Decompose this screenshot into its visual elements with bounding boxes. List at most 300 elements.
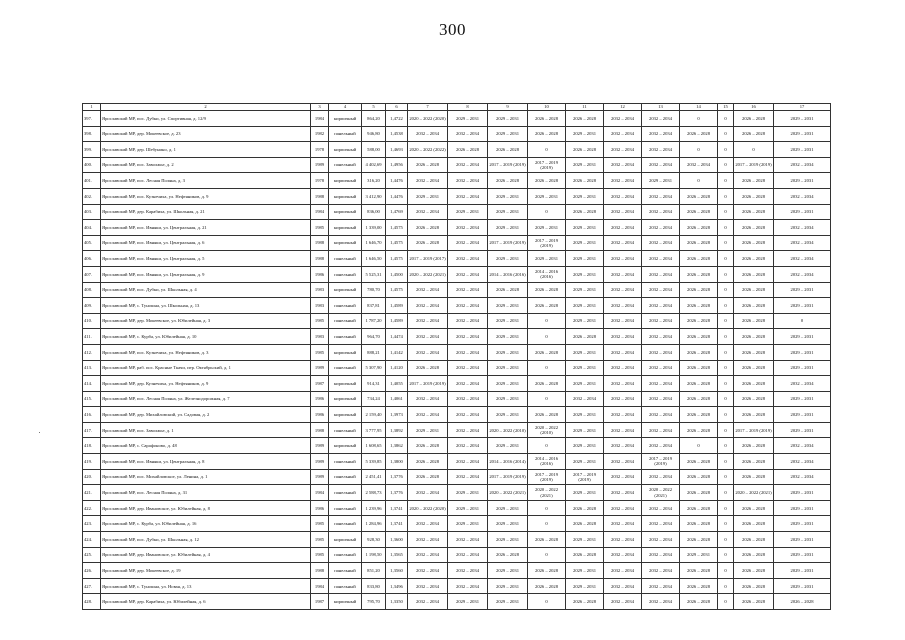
table-cell: 2032 – 2034 (604, 422, 642, 438)
table-cell: 2032 – 2034 (448, 578, 488, 594)
table-cell: 2026 – 2028 (774, 594, 831, 610)
table-cell: 2032 – 2034 (408, 407, 448, 423)
table-cell: 2032 – 2034 (642, 298, 680, 314)
table-cell: 2032 – 2034 (448, 173, 488, 189)
table-cell: 2029 – 2031 (566, 251, 604, 267)
table-cell: 2032 – 2034 (774, 454, 831, 470)
table-cell: 2026 – 2028 (680, 563, 718, 579)
table-cell: Ярославский МР, с. Курба, ул. Юбилейная, д. 16 (101, 516, 311, 532)
table-cell: 424. (83, 532, 101, 548)
table-cell: 3 777,95 (362, 422, 386, 438)
table-cell: 2026 – 2028 (408, 235, 448, 251)
table-cell: 417. (83, 422, 101, 438)
table-cell: 1987 (311, 594, 329, 610)
table-cell: 2032 – 2034 (448, 360, 488, 376)
table-cell: 914,31 (362, 376, 386, 392)
table-cell: 2032 – 2034 (448, 547, 488, 563)
table-cell: 2029 – 2031 (488, 251, 528, 267)
table-cell: 2032 – 2034 (642, 157, 680, 173)
table-cell: 397. (83, 111, 101, 127)
table-cell: 2026 – 2028 (680, 594, 718, 610)
table-cell: 1984 (311, 578, 329, 594)
table-cell: 420. (83, 469, 101, 485)
table-cell: 833,80 (362, 578, 386, 594)
table-cell: 734,24 (362, 391, 386, 407)
table-cell: 414. (83, 376, 101, 392)
table-cell: 2026 – 2028 (734, 391, 774, 407)
table-cell: 1,4538 (386, 126, 408, 142)
table-cell: 0 (528, 500, 566, 516)
table-cell: 2029 – 2031 (528, 251, 566, 267)
table-cell: 2026 – 2028 (680, 235, 718, 251)
table-cell: кирпичный (329, 376, 362, 392)
table-cell: 0 (774, 313, 831, 329)
table-cell: 0 (718, 298, 734, 314)
table-cell: 2029 – 2031 (566, 376, 604, 392)
table-cell: 2029 – 2031 (488, 126, 528, 142)
table-cell: 2029 – 2031 (488, 344, 528, 360)
table-cell: 0 (718, 111, 734, 127)
table-cell: 2029 – 2031 (488, 376, 528, 392)
table-cell: 5 339,85 (362, 454, 386, 470)
table-cell: 2014 – 2016 (2014) (488, 454, 528, 470)
table-cell: 4 402,69 (362, 157, 386, 173)
column-number: 5 (362, 104, 386, 111)
table-cell: 2032 – 2034 (604, 266, 642, 282)
table-cell: 2032 – 2034 (604, 111, 642, 127)
table-cell: 2029 – 2031 (774, 407, 831, 423)
table-cell: 2026 – 2028 (566, 594, 604, 610)
table-cell: Ярославский МР, дер. Мокеевское, ул. Юбилейная, д. 3 (101, 313, 311, 329)
table-cell: 2026 – 2028 (680, 298, 718, 314)
table-cell: 1983 (311, 298, 329, 314)
table-cell: 1 646,70 (362, 235, 386, 251)
table-cell: 1989 (311, 454, 329, 470)
table-row (83, 313, 831, 329)
table-cell: 2032 – 2034 (604, 313, 642, 329)
table-row (83, 344, 831, 360)
table-cell: 2026 – 2028 (680, 251, 718, 267)
table-cell: 2026 – 2028 (408, 360, 448, 376)
table-cell: 2029 – 2031 (448, 594, 488, 610)
table-cell: панельный (329, 485, 362, 501)
table-row (83, 266, 831, 282)
table-row (83, 532, 831, 548)
table-cell: 2026 – 2028 (528, 344, 566, 360)
table-cell: 2026 – 2028 (488, 173, 528, 189)
table-cell: 2026 – 2028 (528, 563, 566, 579)
table-cell: 2026 – 2028 (680, 532, 718, 548)
table-cell: Ярославский МР, пос. Заволжье, д. 2 (101, 157, 311, 173)
table-cell: 2032 – 2034 (642, 204, 680, 220)
table-cell: 2032 – 2034 (604, 126, 642, 142)
table-cell: 1,3496 (386, 578, 408, 594)
table-cell: 0 (680, 142, 718, 158)
table-cell: Ярославский МР, дер. Карабиха, ул. Школьная, д. 21 (101, 204, 311, 220)
table-cell: 0 (718, 407, 734, 423)
table-cell: Ярославский МР, пос. Ивняки, ул. Центральная, д. 5 (101, 251, 311, 267)
table-cell: 2026 – 2028 (408, 157, 448, 173)
table-cell: 2026 – 2028 (528, 111, 566, 127)
table-cell: 1,4575 (386, 251, 408, 267)
table-cell: 2026 – 2028 (680, 500, 718, 516)
table-cell: 2014 – 2016 (2016) (528, 266, 566, 282)
table-cell: 1,3973 (386, 407, 408, 423)
table-cell: 428. (83, 594, 101, 610)
table-cell: 2026 – 2028 (734, 111, 774, 127)
table-cell: 2032 – 2034 (604, 360, 642, 376)
table-cell: 2029 – 2031 (774, 563, 831, 579)
table-cell: 2026 – 2028 (734, 516, 774, 532)
table-cell: 2032 – 2034 (448, 407, 488, 423)
table-cell: 2032 – 2034 (774, 438, 831, 454)
table-cell: панельный (329, 298, 362, 314)
table-cell: 421. (83, 485, 101, 501)
table-cell: 2029 – 2031 (488, 329, 528, 345)
table-cell: 2032 – 2034 (774, 235, 831, 251)
table-cell: 2029 – 2031 (566, 235, 604, 251)
table-cell: 2032 – 2034 (642, 220, 680, 236)
table-cell: 0 (718, 142, 734, 158)
column-number-row (83, 104, 831, 111)
table-cell: 2026 – 2028 (734, 298, 774, 314)
table-cell: 0 (718, 220, 734, 236)
table-cell: Ярославский МР, дер. Мокеевское, д. 23 (101, 126, 311, 142)
table-cell: панельный (329, 266, 362, 282)
table-cell: 2032 – 2034 (642, 266, 680, 282)
table-cell: 2029 – 2031 (774, 500, 831, 516)
table-cell: Ярославский МР, с. Курба, ул. Юбилейная, д. 10 (101, 329, 311, 345)
table-cell: 2032 – 2034 (642, 469, 680, 485)
table-cell: Ярославский МР, пос. Михайловское, ул. Ленина, д. 1 (101, 469, 311, 485)
table-cell: 2029 – 2031 (448, 204, 488, 220)
table-cell: 2029 – 2031 (448, 516, 488, 532)
table-cell: 0 (718, 313, 734, 329)
table-cell: 2032 – 2034 (774, 251, 831, 267)
table-cell: 2032 – 2034 (408, 594, 448, 610)
table-cell: 1,4575 (386, 235, 408, 251)
table-cell: 2029 – 2031 (566, 454, 604, 470)
table-cell: 2029 – 2031 (566, 563, 604, 579)
table-cell: 2026 – 2028 (734, 329, 774, 345)
table-cell: 2032 – 2034 (408, 313, 448, 329)
table-cell: 2026 – 2028 (680, 454, 718, 470)
table-cell: 2026 – 2028 (680, 485, 718, 501)
table-cell: 2020 – 2022 (2021) (408, 266, 448, 282)
table-cell: 2026 – 2028 (680, 188, 718, 204)
table-cell: 2029 – 2031 (488, 563, 528, 579)
column-number: 6 (386, 104, 408, 111)
table-cell: 2029 – 2031 (448, 111, 488, 127)
table-cell: 2 588,73 (362, 485, 386, 501)
table-cell: 426. (83, 563, 101, 579)
table-cell: 0 (718, 516, 734, 532)
table-cell: 0 (718, 251, 734, 267)
table-cell: кирпичный (329, 344, 362, 360)
table-cell: 2026 – 2028 (680, 126, 718, 142)
table-cell: 2032 – 2034 (408, 282, 448, 298)
table-cell: 2032 – 2034 (408, 391, 448, 407)
table-row (83, 235, 831, 251)
table-cell: 2032 – 2034 (448, 391, 488, 407)
table-row (83, 126, 831, 142)
table-cell: 2026 – 2028 (734, 500, 774, 516)
column-number: 1 (83, 104, 101, 111)
table-cell: кирпичный (329, 173, 362, 189)
table-cell: 2032 – 2034 (448, 188, 488, 204)
table-cell: 405. (83, 235, 101, 251)
table-cell: 1,3350 (386, 594, 408, 610)
table-cell: 2032 – 2034 (642, 329, 680, 345)
table-cell: 2026 – 2028 (680, 220, 718, 236)
table-row (83, 173, 831, 189)
table-cell: 2026 – 2028 (680, 313, 718, 329)
table-cell: 1,3892 (386, 422, 408, 438)
table-cell: 2029 – 2031 (566, 157, 604, 173)
table-cell: 1988 (311, 422, 329, 438)
table-row (83, 376, 831, 392)
table-cell: панельный (329, 500, 362, 516)
table-cell: 2032 – 2034 (408, 516, 448, 532)
table-cell: 1,4956 (386, 157, 408, 173)
table-cell: 2026 – 2028 (734, 438, 774, 454)
table-cell: 1989 (311, 438, 329, 454)
table-cell: 2029 – 2031 (488, 532, 528, 548)
table-cell: 0 (680, 111, 718, 127)
table-cell: 2032 – 2034 (642, 142, 680, 158)
table-cell: 2032 – 2034 (604, 188, 642, 204)
table-cell: Ярославский МР, пос. Ивняки, ул. Центральная, д. 6 (101, 235, 311, 251)
table-cell: 2026 – 2028 (528, 173, 566, 189)
table-cell: 2029 – 2031 (774, 391, 831, 407)
table-cell: 2032 – 2034 (642, 532, 680, 548)
table-cell: 400. (83, 157, 101, 173)
table-cell: 2026 – 2028 (448, 142, 488, 158)
table-cell: 1,3862 (386, 438, 408, 454)
table-cell: 2029 – 2031 (566, 422, 604, 438)
table-cell: 2029 – 2031 (774, 516, 831, 532)
table-cell: 2032 – 2034 (604, 469, 642, 485)
table-cell: 1985 (311, 220, 329, 236)
table-cell: 2029 – 2031 (488, 204, 528, 220)
table-cell: 2029 – 2031 (408, 188, 448, 204)
table-cell: 1 239,96 (362, 500, 386, 516)
table-cell: 418. (83, 438, 101, 454)
table-cell: 0 (718, 360, 734, 376)
table-cell: Ярославский МР, дер. Карабиха, ул. Юбилейная, д. 6 (101, 594, 311, 610)
table-cell: 0 (528, 438, 566, 454)
table-cell: 928,30 (362, 532, 386, 548)
table-cell: 2032 – 2034 (448, 235, 488, 251)
table-cell: 2026 – 2028 (680, 578, 718, 594)
table-cell: 0 (528, 329, 566, 345)
table-cell: 2032 – 2034 (408, 126, 448, 142)
table-cell: 2026 – 2028 (528, 532, 566, 548)
table-cell: 1,3741 (386, 516, 408, 532)
table-cell: 964,70 (362, 329, 386, 345)
table-cell: 0 (718, 235, 734, 251)
table-cell: панельный (329, 360, 362, 376)
table-cell: 2032 – 2034 (642, 578, 680, 594)
table-cell: 0 (718, 438, 734, 454)
table-cell: 2026 – 2028 (734, 204, 774, 220)
table-cell: 1988 (311, 563, 329, 579)
table-row (83, 360, 831, 376)
table-cell: 2032 – 2034 (604, 204, 642, 220)
table-cell: 2032 – 2034 (642, 547, 680, 563)
table-cell: 2032 – 2034 (408, 173, 448, 189)
table-cell: 2026 – 2028 (734, 266, 774, 282)
table-cell: 2026 – 2028 (680, 391, 718, 407)
table-row (83, 298, 831, 314)
table-cell: 1983 (311, 282, 329, 298)
table-cell: 0 (718, 126, 734, 142)
table-cell: 1989 (311, 469, 329, 485)
table-cell: 2017 – 2019 (2017) (408, 251, 448, 267)
table-cell: 422. (83, 500, 101, 516)
table-row (83, 594, 831, 610)
table-cell: кирпичный (329, 532, 362, 548)
table-cell: Ярославский МР, дер. Мокеевское, д. 19 (101, 563, 311, 579)
table-cell: 1989 (311, 360, 329, 376)
table-cell: 1988 (311, 235, 329, 251)
table-cell: 1,4575 (386, 282, 408, 298)
table-cell: 2029 – 2031 (448, 500, 488, 516)
table-cell: Ярославский МР, дер. Шебунино, д. 1 (101, 142, 311, 158)
table-cell: Ярославский МР, пос. Дубки, ул. Школьная, д. 4 (101, 282, 311, 298)
table-cell: 427. (83, 578, 101, 594)
table-row (83, 282, 831, 298)
table-cell: кирпичный (329, 438, 362, 454)
table-cell: 1,3565 (386, 547, 408, 563)
table-cell: 2029 – 2031 (774, 578, 831, 594)
table-cell: 398. (83, 126, 101, 142)
table-cell: панельный (329, 251, 362, 267)
table-cell: 2032 – 2034 (448, 422, 488, 438)
table-cell: 412. (83, 344, 101, 360)
table-cell: 2032 – 2034 (408, 204, 448, 220)
table-cell: 2029 – 2031 (774, 126, 831, 142)
table-cell: 1984 (311, 204, 329, 220)
table-cell: 2026 – 2028 (680, 282, 718, 298)
table-cell: 1,4061 (386, 391, 408, 407)
table-cell: 404. (83, 220, 101, 236)
table-cell: 0 (528, 142, 566, 158)
table-cell: 2 451,41 (362, 469, 386, 485)
table-cell: 2032 – 2034 (774, 188, 831, 204)
table-cell: 1989 (311, 157, 329, 173)
table-cell: 2032 – 2034 (408, 344, 448, 360)
table-cell: 0 (718, 469, 734, 485)
housing-register-table (82, 103, 831, 610)
table-cell: Ярославский МР, пос. Дубки, ул. Школьная, д. 12 (101, 532, 311, 548)
table-cell: панельный (329, 469, 362, 485)
table-cell: 2032 – 2034 (604, 516, 642, 532)
table-cell: 2032 – 2034 (448, 282, 488, 298)
table-cell: 2020 – 2022 (2021) (642, 485, 680, 501)
table-cell: 2032 – 2034 (448, 126, 488, 142)
table-cell: 2032 – 2034 (642, 126, 680, 142)
table-cell: 2029 – 2031 (566, 282, 604, 298)
table-cell: 2026 – 2028 (566, 516, 604, 532)
table-cell: 1,4769 (386, 204, 408, 220)
table-cell: панельный (329, 329, 362, 345)
table-cell: 2029 – 2031 (566, 407, 604, 423)
table-cell: 2020 – 2022 (2020) (408, 111, 448, 127)
table-cell: кирпичный (329, 391, 362, 407)
table-cell: 2026 – 2028 (566, 500, 604, 516)
table-row (83, 407, 831, 423)
table-cell: 0 (528, 204, 566, 220)
table-cell: кирпичный (329, 220, 362, 236)
table-cell: 2026 – 2028 (734, 578, 774, 594)
table-cell: 2029 – 2031 (774, 142, 831, 158)
table-cell: 2020 – 2022 (2022) (408, 142, 448, 158)
table-cell: 2032 – 2034 (604, 438, 642, 454)
table-cell: 2026 – 2028 (680, 422, 718, 438)
table-cell: 1 646,50 (362, 251, 386, 267)
table-cell: 2032 – 2034 (448, 469, 488, 485)
table-cell: 2032 – 2034 (604, 142, 642, 158)
table-cell: 2032 – 2034 (774, 220, 831, 236)
table-cell: 2029 – 2031 (488, 391, 528, 407)
table-cell: 0 (718, 376, 734, 392)
table-cell: 2026 – 2028 (734, 407, 774, 423)
table-cell: 2017 – 2019 (2019) (488, 235, 528, 251)
table-cell: 0 (718, 157, 734, 173)
table-row (83, 485, 831, 501)
table-cell: 0 (680, 438, 718, 454)
table-cell: кирпичный (329, 407, 362, 423)
table-cell: 2026 – 2028 (734, 220, 774, 236)
table-cell: 2032 – 2034 (566, 391, 604, 407)
table-cell: панельный (329, 126, 362, 142)
table-cell: 2026 – 2028 (734, 313, 774, 329)
table-cell: 2017 – 2019 (2019) (528, 157, 566, 173)
table-cell: 1,4055 (386, 376, 408, 392)
table-cell: 2029 – 2031 (642, 173, 680, 189)
column-number: 11 (566, 104, 604, 111)
table-cell: 2032 – 2034 (408, 547, 448, 563)
table-cell: 2026 – 2028 (566, 329, 604, 345)
table-cell: 2029 – 2031 (566, 313, 604, 329)
table-cell: 2032 – 2034 (604, 220, 642, 236)
table-cell: 2032 – 2034 (604, 547, 642, 563)
table-cell: 2029 – 2031 (774, 329, 831, 345)
page-number: 300 (439, 20, 466, 39)
table-cell: 2026 – 2028 (734, 235, 774, 251)
table-cell: 1,4589 (386, 313, 408, 329)
table-cell: Ярославский МР, дер. Кузнечиха, ул. Нефтяников, д. 9 (101, 376, 311, 392)
table-cell: 2032 – 2034 (448, 313, 488, 329)
table-cell: 2029 – 2031 (774, 298, 831, 314)
table-cell: 2032 – 2034 (604, 282, 642, 298)
column-number: 8 (448, 104, 488, 111)
table-cell: 2029 – 2031 (566, 126, 604, 142)
table-cell: 2017 – 2019 (2019) (528, 469, 566, 485)
table-cell: 2026 – 2028 (680, 469, 718, 485)
table-cell: 2032 – 2034 (774, 469, 831, 485)
table-cell: 2026 – 2028 (734, 251, 774, 267)
table-cell: 408. (83, 282, 101, 298)
table-row (83, 251, 831, 267)
table-cell: 2029 – 2031 (408, 422, 448, 438)
table-cell: 2029 – 2031 (488, 578, 528, 594)
column-number: 7 (408, 104, 448, 111)
table-cell: 2029 – 2031 (528, 220, 566, 236)
table-cell: 2029 – 2031 (774, 532, 831, 548)
table-cell: Ярославский МР, дер. Ивановское, ул. Юбилейная, д. 8 (101, 500, 311, 516)
